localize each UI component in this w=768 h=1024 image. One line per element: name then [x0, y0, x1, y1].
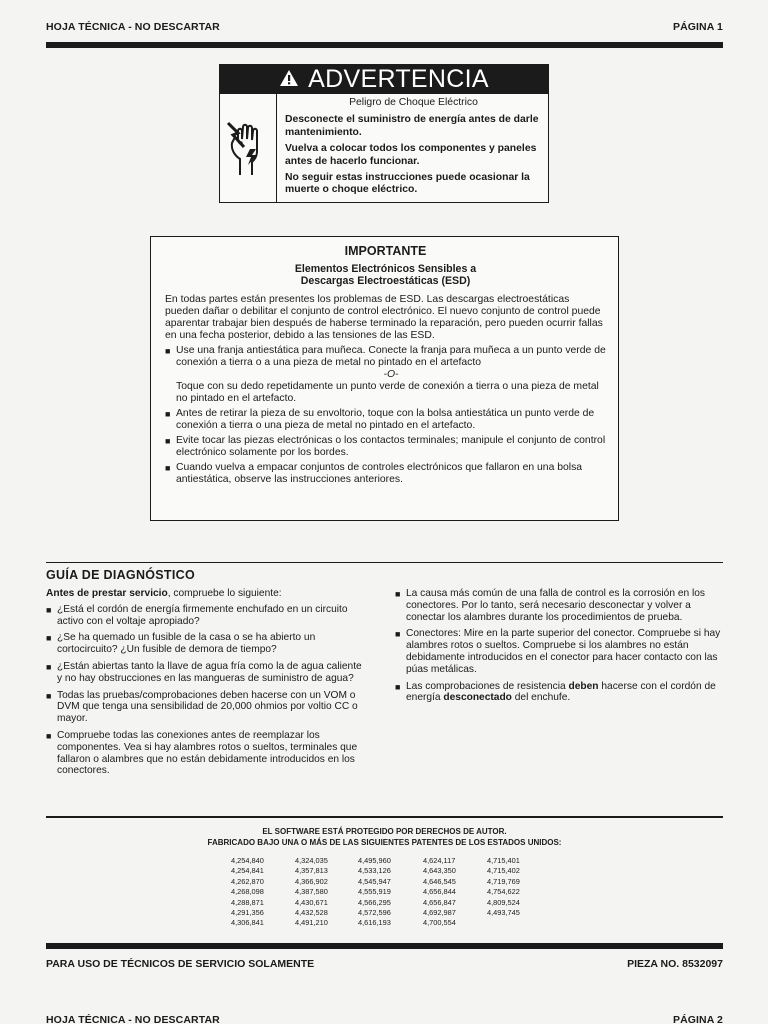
footer-note: PARA USO DE TÉCNICOS DE SERVICIO SOLAMENTE — [46, 958, 315, 970]
warning-line: No seguir estas instrucciones puede ocasionar la muerte o choque eléctrico. — [285, 172, 530, 196]
page-number: PÁGINA 1 — [672, 21, 723, 33]
bullet-square-icon: ■ — [165, 462, 171, 473]
list-item: ■ Conectores: Mire en la parte superior del conector. Compruebe si hay alambres rotos o sueltos. Compruebe si los alambres no están debidamente introducidos en el conector para hacer contacto con las púas metálicas. — [395, 628, 721, 675]
guide-rule — [46, 562, 723, 563]
bullet-square-icon: ■ — [165, 345, 171, 356]
guide-title: GUÍA DE DIAGNÓSTICO — [46, 568, 195, 582]
list-item: ■ ¿Están abiertas tanto la llave de agua fría como la de agua caliente y no hay obstrucciones en las mangueras de suministro de agua? — [46, 660, 362, 684]
important-intro: En todas partes están presentes los problemas de ESD. Las descargas electroestáticas pueden dañar o debilitar el conjunto de control electrónico. El nuevo conjunto de control puede aparentar trabajar bien después de haberse terminado la reparación, pero pueden ocurrir fallas en una fecha posterior, debido a las tensiones de las ESD. — [165, 293, 603, 341]
bullet-square-icon: ■ — [46, 604, 52, 615]
electric-shock-icon — [220, 94, 277, 202]
warning-triangle-icon — [279, 65, 299, 94]
bullet-square-icon: ■ — [165, 408, 171, 419]
list-item: ■ Las comprobaciones de resistencia deben hacerse con el cordón de energía desconectado del enchufe. — [395, 680, 716, 704]
important-box — [150, 236, 619, 521]
warning-subtitle: Peligro de Choque Eléctrico — [349, 97, 478, 108]
list-item: ■ Antes de retirar la pieza de su envoltorio, toque con la bolsa antiestática un punto verde de conexión a tierra o una pieza de metal no pintado en el artefacto. — [165, 407, 595, 431]
guide-right-column — [395, 588, 725, 709]
warning-line: Vuelva a colocar todos los componentes y paneles antes de hacerlo funcionar. — [285, 143, 537, 167]
patents-rule — [46, 816, 723, 818]
list-item: ■ Use una franja antiestática para muñeca. Conecte la franja para muñeca a un punto verde de conexión a tierra o a una pieza de metal no pintado en el artefacto -O- Toque con su dedo repetidamente un punto verde de conexión a tierra o una pieza de metal no pintado en el artefacto. — [165, 344, 606, 404]
list-item: ■ Compruebe todas las conexiones antes de reemplazar los componentes. Vea si hay alambres rotos o sueltos, terminales que fallaron o alambres que no están debidamente introducidos en los conectores. — [46, 729, 358, 777]
patent-column: 4,254,840 4,254,841 4,262,870 4,268,098 4,288,871 4,291,356 4,306,841 — [231, 856, 264, 928]
bullet-square-icon: ■ — [46, 690, 52, 701]
list-item: ■ ¿Se ha quemado un fusible de la casa o se ha abierto un cortocircuito? ¿Un fusible de demora de tiempo? — [46, 632, 316, 656]
patent-column: 4,495,960 4,533,126 4,545,947 4,555,919 4,566,295 4,572,596 4,616,193 — [358, 856, 391, 928]
warning-box — [219, 64, 549, 203]
header-rule — [46, 42, 723, 48]
warning-title-bar — [220, 65, 548, 94]
bullet-square-icon: ■ — [46, 633, 52, 644]
list-item: ■ La causa más común de una falla de control es la corrosión en los conectores. Por lo tanto, será necesario desconectar y volver a conectar los alambres durante los procedimientos de prueba. — [395, 588, 706, 623]
important-title: IMPORTANTE — [344, 244, 427, 258]
list-item: ■ Evite tocar las piezas electrónicas o los contactos terminales; manipule el conjunto de control electrónico solamente por los bordes. — [165, 434, 606, 458]
sheet-title: HOJA TÉCNICA - NO DESCARTAR — [46, 21, 220, 33]
next-sheet-title: HOJA TÉCNICA - NO DESCARTAR — [46, 1014, 220, 1024]
list-item: ■ ¿Está el cordón de energía firmemente enchufado en un circuito activo con el voltaje apropiado? — [46, 603, 348, 627]
next-page-number: PÁGINA 2 — [672, 1014, 723, 1024]
patents-heading: EL SOFTWARE ESTÁ PROTEGIDO POR DERECHOS DE AUTOR. FABRICADO BAJO UNA O MÁS DE LAS SIGUIENTES PATENTES DE LOS ESTADOS UNIDOS: — [207, 827, 562, 847]
list-item: ■ Cuando vuelva a empacar conjuntos de controles electrónicos que fallaron en una bolsa antiestática, observe las instrucciones anteriores. — [165, 461, 583, 485]
bullet-square-icon: ■ — [165, 435, 171, 446]
patent-column: 4,324,035 4,357,813 4,366,902 4,387,580 4,430,671 4,432,528 4,491,210 — [295, 856, 328, 928]
bullet-square-icon: ■ — [46, 730, 52, 741]
patent-column: 4,715,401 4,715,402 4,719,769 4,754,622 4,809,524 4,493,745 — [487, 856, 520, 918]
bullet-square-icon: ■ — [395, 589, 401, 599]
guide-left-column — [46, 588, 366, 782]
bullet-square-icon: ■ — [46, 661, 52, 672]
footer-rule — [46, 943, 723, 949]
important-subtitle: Elementos Electrónicos Sensibles a Descargas Electroestáticas (ESD) — [294, 263, 477, 288]
warning-line: Desconecte el suministro de energía antes de darle mantenimiento. — [285, 114, 539, 138]
bullet-square-icon: ■ — [395, 629, 401, 640]
list-item: ■ Todas las pruebas/comprobaciones deben hacerse con un VOM o DVM que tenga una sensibilidad de 20,000 ohmios por voltio CC o mayor. — [46, 689, 358, 725]
warning-title: ADVERTENCIA — [308, 65, 489, 93]
guide-lead: Antes de prestar servicio, compruebe lo siguiente: — [46, 588, 282, 599]
patent-column: 4,624,117 4,643,350 4,646,545 4,656,844 4,656,847 4,692,987 4,700,554 — [423, 856, 456, 928]
part-number: PIEZA NO. 8532097 — [627, 958, 723, 970]
or-separator: -O- — [383, 368, 399, 380]
bullet-square-icon: ■ — [395, 681, 401, 692]
